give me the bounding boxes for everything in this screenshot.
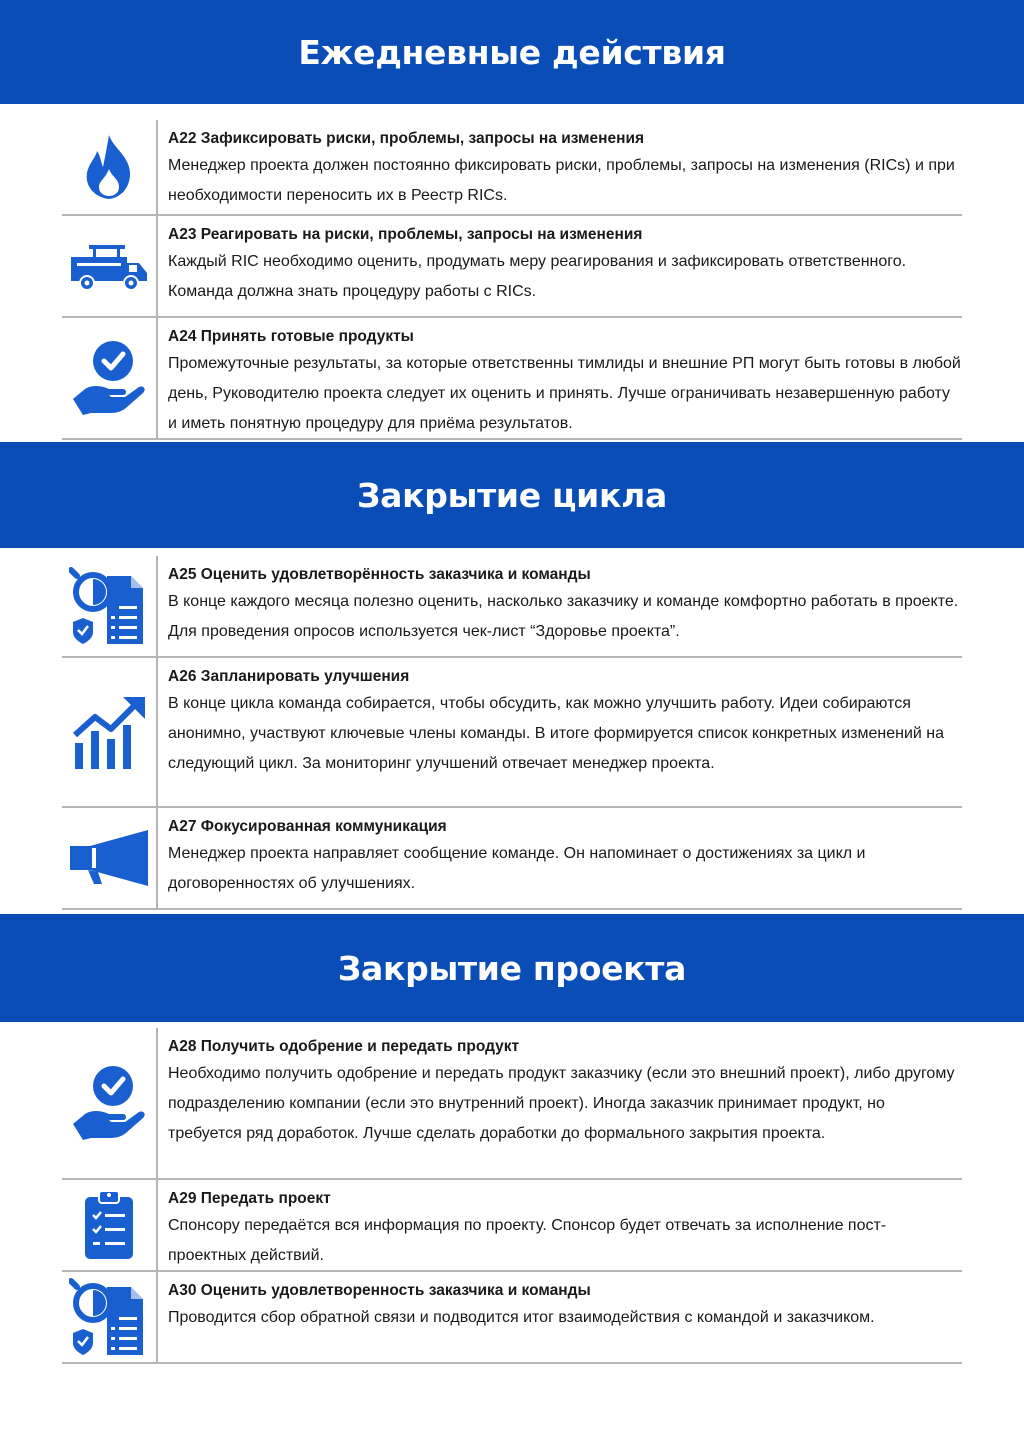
item-text: Проводится сбор обратной связи и подводится итог взаимодействия с командой и заказчиком. <box>168 1309 875 1326</box>
megaphone-icon <box>62 808 158 908</box>
item-title: А30 Оценить удовлетворенность заказчика и команды <box>168 1282 591 1299</box>
list-item <box>62 556 962 658</box>
item-title: А22 Зафиксировать риски, проблемы, запросы на изменения <box>168 130 645 147</box>
item-text: Промежуточные результаты, за которые ответственны тимлиды и внешние РП могут быть готовы в любой день, Руководителю проекта следует их оценить и принять. Лучше ограничивать незавершенную работу и иметь понятную процедуру для приёма результатов. <box>168 355 961 432</box>
list-item <box>62 808 962 910</box>
item-text: Спонсору передаётся вся информация по проекту. Спонсор будет отвечать за исполнение пост-проектных действий. <box>168 1217 887 1264</box>
list-item <box>62 1028 962 1180</box>
item-text: Необходимо получить одобрение и передать продукт заказчику (если это внешний проект), либо другому подразделению компании (если это внутренний проект). Иногда заказчик принимает продукт, но требуется ряд доработок. Лучше сделать доработки до формального закрытия проекта. <box>168 1065 955 1142</box>
hand-check-icon <box>62 318 158 438</box>
section-cycle-rows <box>62 556 962 910</box>
section-title: Закрытие цикла <box>357 475 667 515</box>
section-title: Ежедневные действия <box>298 32 726 72</box>
item-text: Каждый RIC необходимо оценить, продумать меру реагирования и зафиксировать ответственного. Команда должна знать процедуру работы с RICs. <box>168 253 907 300</box>
list-item <box>62 1272 962 1364</box>
item-text: Менеджер проекта должен постоянно фиксировать риски, проблемы, запросы на изменения (RICs) и при необходимости переносить их в Реестр RICs. <box>168 157 955 204</box>
hand-check-icon <box>62 1028 158 1178</box>
section-title: Закрытие проекта <box>337 948 687 988</box>
item-title: А26 Запланировать улучшения <box>168 668 410 685</box>
item-text: В конце каждого месяца полезно оценить, насколько заказчику и команде комфортно работать в проекте. Для проведения опросов используется чек-лист “Здоровье проекта”. <box>168 593 959 640</box>
section-daily-rows <box>62 120 962 440</box>
section-header-cycle <box>0 442 1024 548</box>
item-text: В конце цикла команда собирается, чтобы обсудить, как можно улучшить работу. Идеи собираются анонимно, участвуют ключевые члены команды. В итоге формируется список конкретных изменений на следующий цикл. За мониторинг улучшений отвечает менеджер проекта. <box>168 695 944 772</box>
item-title: А27 Фокусированная коммуникация <box>168 818 447 835</box>
audit-checklist-icon <box>62 1272 158 1362</box>
fire-truck-icon <box>62 216 158 316</box>
list-item <box>62 1180 962 1272</box>
item-title: А25 Оценить удовлетворённость заказчика и команды <box>168 566 591 583</box>
section-header-project <box>0 914 1024 1022</box>
item-text: Менеджер проекта направляет сообщение команде. Он напоминает о достижениях за цикл и договоренностях об улучшениях. <box>168 845 866 892</box>
fire-icon <box>62 120 158 214</box>
item-title: А24 Принять готовые продукты <box>168 328 414 345</box>
section-project-rows <box>62 1028 962 1364</box>
list-item <box>62 318 962 440</box>
section-header-daily <box>0 0 1024 104</box>
item-title: А28 Получить одобрение и передать продукт <box>168 1038 520 1055</box>
list-item <box>62 216 962 318</box>
audit-checklist-icon <box>62 556 158 656</box>
list-item <box>62 120 962 216</box>
item-title: А23 Реагировать на риски, проблемы, запросы на изменения <box>168 226 643 243</box>
clipboard-list-icon <box>62 1180 158 1270</box>
list-item <box>62 658 962 808</box>
growth-chart-icon <box>62 658 158 806</box>
item-title: А29 Передать проект <box>168 1190 331 1207</box>
